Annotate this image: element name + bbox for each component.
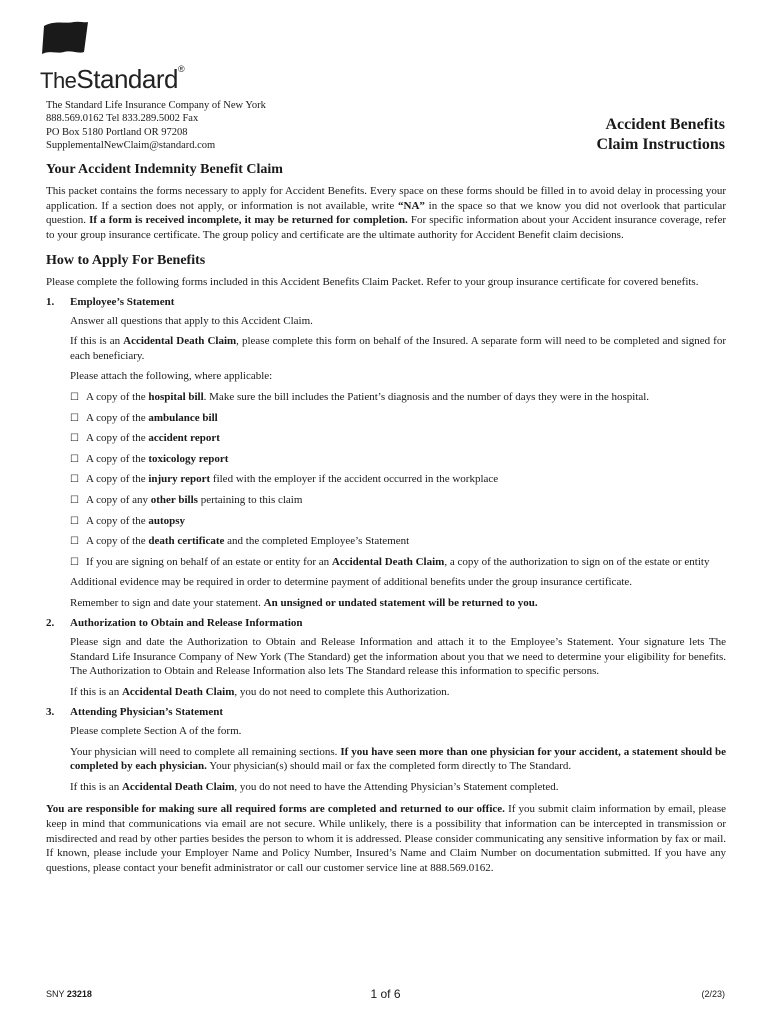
item-post: . Make sure the bill includes the Patient’s diagnosis and the number of days they were in the hospital. — [203, 390, 650, 403]
checklist-item — [70, 555, 726, 570]
step-employee-statement — [46, 295, 726, 611]
logo-wordmark — [40, 64, 185, 95]
checkbox-icon[interactable]: ☐ — [70, 494, 79, 506]
item-pre: A copy of the — [86, 452, 149, 465]
step3-paragraph-3 — [70, 780, 726, 795]
the-standard-logo — [40, 20, 200, 95]
step3-p3-text-a: If this is an — [70, 780, 122, 793]
closing-bold: You are responsible for making sure all required forms are completed and returned to our office. — [46, 803, 505, 816]
checkbox-icon[interactable]: ☐ — [70, 453, 79, 465]
item-post: filed with the employer if the accident occurred in the workplace — [210, 473, 499, 486]
step2-p2-text-b: , you do not need to complete this Authorization. — [234, 685, 450, 698]
step1-p5-text: Remember to sign and date your statement. — [70, 596, 264, 609]
checkbox-icon[interactable]: ☐ — [70, 391, 79, 403]
item-bold: autopsy — [148, 514, 186, 527]
intro-incomplete-warning: If a form is received incomplete, it may be returned for completion. — [89, 214, 408, 227]
closing-text: If you submit claim information by email, please keep in mind that communications via email are not secure. While unlikely, there is a possibility that information can be intercepted in transmission or misdirected and read by other parties besides the person to whom it is addressed. Please consider communicating any sensitive information by fax or mail. If known, please include your Employer Name and Policy Number, Insured’s Name and Claim Number on documentation submitted. If you have any questions, please contact your benefit administrator or call our customer service line at 888.569.0162. — [46, 803, 726, 874]
checklist-item — [70, 493, 726, 508]
step3-p2-text-b: Your physician(s) should mail or fax the completed form directly to The Standard. — [206, 760, 572, 773]
item-pre: A copy of the — [86, 390, 149, 403]
checklist-item — [70, 431, 726, 446]
section-heading-claim: Your Accident Indemnity Benefit Claim — [46, 162, 283, 177]
step2-paragraph-1: Please sign and date the Authorization to Obtain and Release Information and attach it to the Employee’s Statement. Your signature lets The Standard Life Insurance Company of New York (The Standard) get the information about you that we need to determine your eligibility for benefits. The Authorization to Obtain and Release Information also lets The Standard release this information to specific persons. — [70, 636, 726, 678]
checklist-item — [70, 411, 726, 426]
address-line-phone: 888.569.0162 Tel 833.289.5002 Fax — [46, 113, 199, 125]
item-bold: toxicology report — [148, 452, 229, 465]
checkbox-icon[interactable]: ☐ — [70, 433, 79, 445]
step3-p3-text-b: , you do not need to have the Attending Physician’s Statement completed. — [234, 780, 559, 793]
closing-paragraph — [46, 802, 726, 875]
address-line-company: The Standard Life Insurance Company of New York — [46, 100, 266, 111]
item-bold: accident report — [148, 432, 220, 445]
document-body — [46, 161, 726, 875]
step1-p5-bold: An unsigned or undated statement will be returned to you. — [263, 596, 538, 609]
item-pre: A copy of the — [86, 473, 149, 486]
step3-p2-bold: If you have seen more than one physician for your accident, a statement should be completed by each physician. — [70, 745, 726, 773]
checklist-item — [70, 514, 726, 529]
checklist-item — [70, 452, 726, 467]
step1-paragraph-2 — [70, 334, 726, 363]
intro-na: “NA” — [398, 199, 425, 212]
item-post: , a copy of the authorization to sign on of the estate or entity — [444, 555, 710, 568]
item-post: pertaining to this claim — [197, 493, 303, 506]
item-pre: A copy of the — [86, 411, 149, 424]
section-heading-how-to-apply: How to Apply For Benefits — [46, 253, 206, 269]
item-post: and the completed Employee’s Statement — [224, 535, 410, 548]
checkbox-icon[interactable]: ☐ — [70, 515, 79, 527]
step1-paragraph-5 — [70, 596, 726, 611]
item-bold: other bills — [150, 493, 198, 506]
checkbox-icon[interactable]: ☐ — [70, 474, 79, 486]
intro-text-b: in the space so that we know you did not overlook that particular question. — [46, 199, 726, 227]
step1-p2-bold: Accidental Death Claim — [123, 335, 237, 348]
item-pre: If you are signing on behalf of an estate or entity for an — [86, 555, 332, 568]
step1-paragraph-1: Answer all questions that apply to this Accident Claim. — [70, 314, 313, 327]
item-bold: Accidental Death Claim — [331, 555, 445, 568]
revision-date: (2/23) — [701, 989, 725, 999]
item-pre: A copy of the — [86, 514, 149, 527]
company-address — [46, 99, 266, 153]
address-line-po-box: PO Box 5180 Portland OR 97208 — [46, 126, 188, 138]
step-number: 3. — [46, 706, 55, 719]
step1-p2-text-a: If this is an — [70, 335, 124, 348]
step1-paragraph-4: Additional evidence may be required in order to determine payment of additional benefits under the group insurance certificate. — [70, 576, 633, 589]
logo-the: The — [40, 68, 77, 93]
item-pre: A copy of any — [86, 493, 151, 506]
step-title: Employee’s Statement — [70, 295, 175, 308]
logo-registered-mark: ® — [177, 64, 185, 74]
item-bold: hospital bill — [148, 390, 204, 403]
form-code-number: 23218 — [66, 989, 92, 999]
intro-text-a: This packet contains the forms necessary to apply for Accident Benefits. Every space on these forms should be filled in to avoid delay in processing your application. If a section does not apply, or information is not available, write — [46, 185, 726, 212]
step1-p2-text-b: , please complete this form on behalf of the Insured. A separate form will need to be completed and signed for each beneficiary. — [70, 335, 726, 362]
step-title: Authorization to Obtain and Release Information — [70, 617, 303, 630]
checklist-item — [70, 390, 726, 405]
checklist-item — [70, 472, 726, 487]
intro-text-c: For specific information about your Accident insurance coverage, refer to your group insurance certificate. The group policy and certificate are the ultimate authority for Accident Benefit claim decisions. — [46, 214, 727, 241]
address-line-email: SupplementalNewClaim@standard.com — [46, 140, 216, 152]
checkbox-icon[interactable]: ☐ — [70, 536, 79, 548]
step3-paragraph-1: Please complete Section A of the form. — [70, 725, 242, 738]
item-bold: injury report — [148, 473, 211, 486]
document-title — [597, 115, 725, 155]
step-title: Attending Physician’s Statement — [70, 706, 223, 719]
page-number: 1 of 6 — [370, 987, 401, 1001]
step-authorization — [46, 616, 726, 699]
step-number: 2. — [46, 617, 55, 630]
item-bold: ambulance bill — [148, 411, 218, 424]
step2-p2-bold: Accidental Death Claim — [121, 685, 235, 698]
step3-p2-text-a: Your physician will need to complete all remaining sections. — [70, 745, 341, 758]
attachment-checklist — [70, 390, 726, 569]
title-line-1: Accident Benefits — [605, 116, 725, 133]
title-line-2: Claim Instructions — [596, 136, 725, 153]
intro-paragraph — [46, 184, 726, 242]
step-attending-physician — [46, 705, 726, 794]
item-pre: A copy of the — [86, 432, 149, 445]
checkbox-icon[interactable]: ☐ — [70, 412, 79, 424]
item-bold: death certificate — [148, 535, 225, 548]
form-code-prefix: SNY — [46, 989, 65, 999]
step3-paragraph-2 — [70, 745, 726, 774]
checkbox-icon[interactable]: ☐ — [70, 556, 79, 568]
logo-standard: Standard — [76, 64, 178, 94]
how-to-apply-intro: Please complete the following forms included in this Accident Benefits Claim Packet. Refer to your group insurance certificate for covered benefits. — [46, 276, 699, 289]
item-pre: A copy of the — [86, 535, 149, 548]
step3-p3-bold: Accidental Death Claim — [121, 780, 235, 793]
step2-paragraph-2 — [70, 685, 726, 700]
flag-logo-icon — [40, 20, 90, 62]
checklist-item — [70, 534, 726, 549]
step1-paragraph-3: Please attach the following, where applicable: — [70, 370, 273, 383]
step-number: 1. — [46, 295, 55, 308]
page-footer — [46, 987, 725, 1001]
step2-p2-text-a: If this is an — [70, 685, 122, 698]
